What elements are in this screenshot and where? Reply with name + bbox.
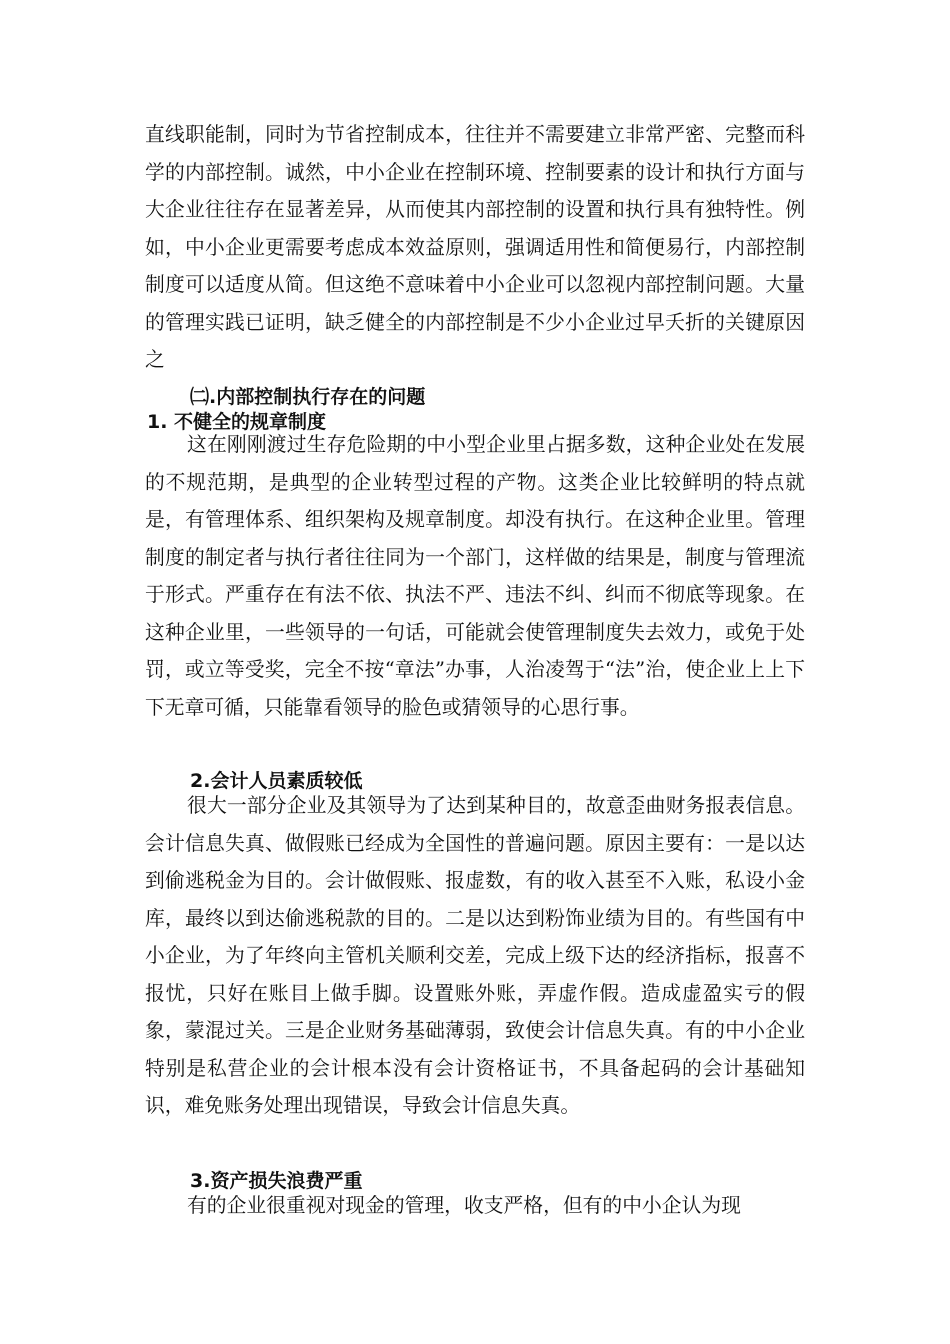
section-heading: ㈡.内部控制执行存在的问题 bbox=[190, 386, 426, 408]
paragraph-intro: 直线职能制，同时为节省控制成本，往往并不需要建立非常严密、完整而科学的内部控制。诚然，中小企业在控制环境、控制要素的设计和执行方面与大企业往往存在显著差异，从而使其内部控制的设置和执行具有独特性。例如，中小企业更需要考虑成本效益原则，强调适用性和简便易行，内部控制制度可以适度从简。但这绝不意味着中小企业可以忽视内部控制问题。大量的管理实践已证明，缺乏健全的内部控制是不少小企业过早夭折的关键原因之 bbox=[145, 123, 805, 371]
paragraph-1: 这在刚刚渡过生存危险期的中小型企业里占据多数，这种企业处在发展的不规范期，是典型的企业转型过程的产物。这类企业比较鲜明的特点就是，有管理体系、组织架构及规章制度。却没有执行。在这种企业里。管理制度的制定者与执行者往往同为一个部门，这样做的结果是，制度与管理流于形式。严重存在有法不依、执法不严、违法不纠、纠而不彻底等现象。在这种企业里，一些领导的一句话，可能就会使管理制度失去效力，或免于处罚，或立等受奖，完全不按“章法”办事，人治凌驾于“法”治，使企业上上下下无章可循，只能靠看领导的脸色或猜领导的心思行事。 bbox=[145, 433, 805, 719]
subheading-3: 3.资产损失浪费严重 bbox=[190, 1170, 363, 1192]
paragraph-3: 有的企业很重视对现金的管理，收支严格，但有的中小企认为现 bbox=[187, 1194, 741, 1217]
subheading-2: 2.会计人员素质较低 bbox=[190, 770, 363, 792]
subheading-1: 1. 不健全的规章制度 bbox=[147, 411, 327, 433]
paragraph-2: 很大一部分企业及其领导为了达到某种目的，故意歪曲财务报表信息。会计信息失真、做假账已经成为全国性的普遍问题。原因主要有：一是以达到偷逃税金为目的。会计做假账、报虚数，有的收入甚至不入账，私设小金库，最终以到达偷逃税款的目的。二是以达到粉饰业绩为目的。有些国有中小企业，为了年终向主管机关顺利交差，完成上级下达的经济指标，报喜不报忧，只好在账目上做手脚。设置账外账，弄虚作假。造成虚盈实亏的假象，蒙混过关。三是企业财务基础薄弱，致使会计信息失真。有的中小企业特别是私营企业的会计根本没有会计资格证书，不具备起码的会计基础知识，难免账务处理出现错误，导致会计信息失真。 bbox=[145, 794, 805, 1117]
